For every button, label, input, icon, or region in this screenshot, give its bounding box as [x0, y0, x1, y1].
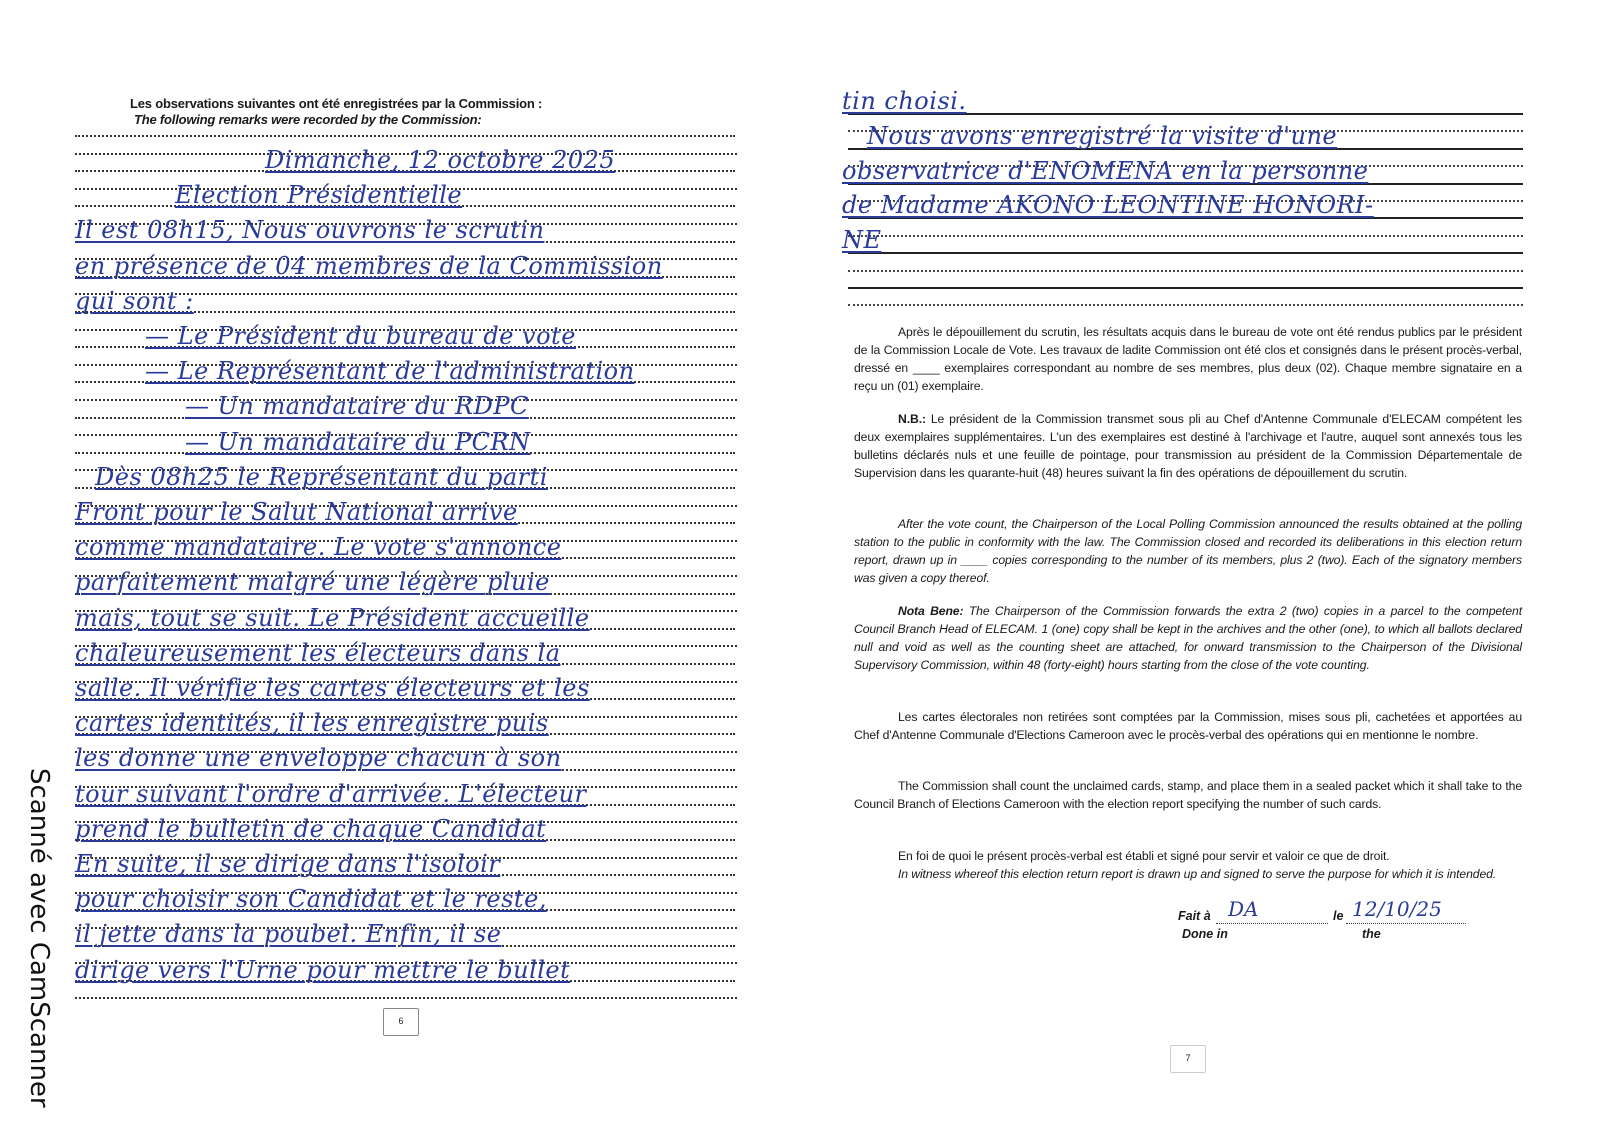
remarks-header-en: The following remarks were recorded by the Commission:: [134, 112, 482, 127]
handwritten-line: — Le Représentant de l'administration: [145, 357, 635, 386]
fait-a-label: Fait à: [1178, 909, 1211, 923]
paragraph-results-en: After the vote count, the Chairperson of the Local Polling Commission announced the results obtained at the polling station to the public in conformity with the law. The Commission closed and recorded its deliberations in this election return report, drawn up in ____ copies corresponding to the number of its members, plus 2 (two). Each of the signatory members was given a copy thereof.: [854, 517, 1522, 585]
handwritten-line: tour suivant l'ordre d'arrivée. L'électeur: [75, 779, 587, 808]
paragraph-cards-en: The Commission shall count the unclaimed cards, stamp, and place them in a sealed packet which it shall take to the Council Branch of Elections Cameroon with the election report specifying the number of such cards.: [854, 779, 1522, 811]
handwritten-line: Nous avons enregistré la visite d'une: [867, 121, 1338, 150]
handwritten-line: Front pour le Salut National arrive: [75, 498, 518, 526]
done-in-label: Done in: [1182, 927, 1228, 941]
dotted-rule: [848, 304, 1523, 306]
place-value: DA: [1228, 897, 1259, 921]
paragraph-witness-en: In witness whereof this election return report is drawn up and signed to serve the purpose for which it is intended.: [898, 867, 1497, 881]
handwritten-line: les donne une enveloppe chacun à son: [75, 744, 562, 773]
dotted-rule: [75, 997, 737, 999]
camscanner-watermark: Scanné avec CamScanner: [24, 768, 54, 1108]
signature-block: [1178, 897, 1538, 953]
handwritten-line: — Un mandataire du PCRN: [185, 427, 531, 456]
handwritten-line: tin choisi.: [842, 87, 967, 115]
handwritten-line: dirige vers l'Urne pour mettre le bullet: [75, 955, 571, 984]
handwritten-line: en présence de 04 membres de la Commission: [75, 251, 663, 280]
handwritten-line: observatrice d'ENOMENA en la personne: [842, 156, 1369, 185]
le-label: le: [1333, 909, 1344, 923]
handwritten-line: Dès 08h25 le Représentant du parti: [95, 462, 548, 491]
paragraph-nota-bene-en: Nota Bene: The Chairperson of the Commission forwards the extra 2 (two) copies in a parcel to the competent Council Branch Head of ELECAM. 1 (one) copy shall be kept in the archives and the other (one), to which all ballots declared null and void as well as the counting sheet are attached, for onward transmission to the Chairperson of the Divisional Supervisory Commission, within 48 (forty-eight) hours starting from the close of the vote counting.: [854, 604, 1522, 672]
page-number: 7: [1170, 1045, 1206, 1073]
remarks-header-fr: Les observations suivantes ont été enregistrées par la Commission :: [130, 96, 543, 111]
handwritten-line: Il est 08h15, Nous ouvrons le scrutin: [75, 216, 545, 245]
left-page: [75, 90, 835, 1050]
date-value: 12/10/25: [1352, 897, 1442, 921]
paragraph-cards-fr: Les cartes électorales non retirées sont comptées par la Commission, mises sous pli, cachetées et apportées au Chef d'Antenne Communale d'Elections Cameroon avec le procès-verbal des opérations qui en mentionne le nombre.: [854, 710, 1522, 742]
dotted-rule: [848, 270, 1523, 272]
handwritten-line: parfaitement malgré une légère pluie: [75, 568, 550, 597]
handwritten-line: cartes identités, il les enregistre puis: [75, 709, 549, 738]
place-field[interactable]: [1216, 923, 1328, 924]
right-page: [842, 85, 1538, 1075]
handwritten-line: — Un mandataire du RDPC: [185, 392, 529, 421]
handwritten-line: il jette dans la poubel. Enfin, il se: [75, 920, 502, 949]
handwritten-line: salle. Il vérifie les cartes électeurs et les: [75, 674, 590, 702]
handwritten-line: prend le bulletin de chaque Candidat: [75, 814, 547, 843]
handwritten-line: NE: [842, 226, 882, 255]
handwritten-line: Election Présidentielle: [175, 181, 463, 210]
the-label: the: [1362, 927, 1381, 941]
handwritten-line: comme mandataire. Le vote s'annonce: [75, 533, 562, 562]
handwritten-line: chaleureusement les électeurs dans la: [75, 638, 561, 667]
handwritten-line: En suite, il se dirige dans l'isoloir: [75, 850, 501, 878]
solid-rule: [848, 252, 1523, 254]
paragraph-nb-fr: N.B.: Le président de la Commission transmet sous pli au Chef d'Antenne Communale d'ELECAM compétent les deux exemplaires supplémentaires. L'un des exemplaires est destiné à l'archivage et l'autre, auquel sont annexés tous les bulletins déclarés nuls et une feuille de pointage, pour transmission au président de la Commission Départementale de Supervision dans les quarante-huit (48) heures suivant la fin des opérations de dépouillement du scrutin.: [854, 412, 1522, 480]
dotted-rule: [75, 135, 735, 137]
paragraph-results-fr: Après le dépouillement du scrutin, les résultats acquis dans le bureau de vote ont été rendus publics par le président de la Commission Locale de Vote. Les travaux de ladite Commission ont été clos et consignés dans le présent procès-verbal, dressé en ____ exemplaires correspondant au nombre de ses membres, plus deux (02). Chaque membre signataire en a reçu un (01) exemplaire.: [854, 325, 1522, 393]
date-field[interactable]: [1346, 923, 1466, 924]
handwritten-line: pour choisir son Candidat et le reste,: [75, 885, 547, 914]
page-number: 6: [383, 1008, 419, 1036]
handwritten-line: — Le Président du bureau de vote: [145, 322, 576, 350]
solid-rule: [848, 287, 1523, 289]
handwritten-line: mais, tout se suit. Le Président accueille: [75, 603, 590, 632]
handwritten-line: qui sont :: [75, 286, 194, 315]
dotted-rule: [848, 235, 1523, 237]
handwritten-line: de Madame AKONO LEONTINE HONORI-: [842, 191, 1374, 220]
paragraph-witness-fr: En foi de quoi le présent procès-verbal est établi et signé pour servir et valoir ce que de droit.: [898, 849, 1390, 863]
handwritten-line: Dimanche, 12 octobre 2025: [265, 146, 616, 174]
